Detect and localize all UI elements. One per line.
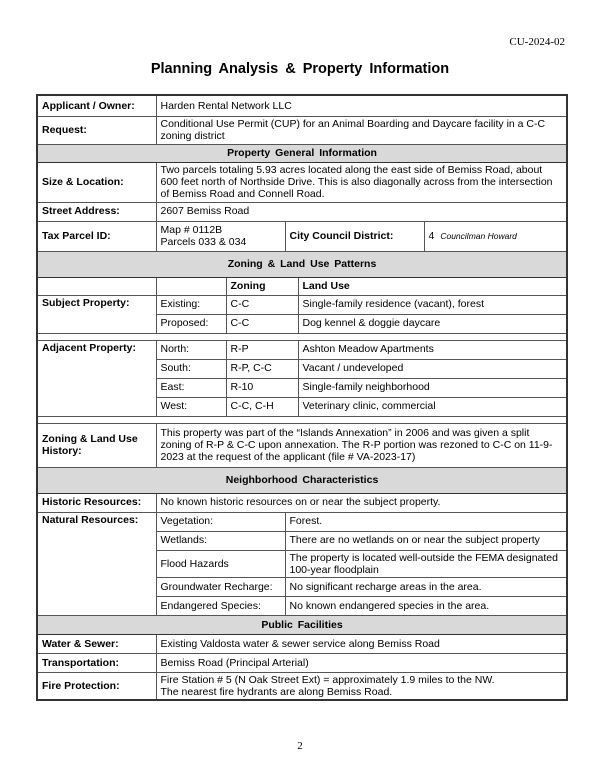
document-id: CU-2024-02 bbox=[509, 36, 565, 48]
size-location-label: Size & Location: bbox=[37, 162, 156, 202]
resource-item: Flood Hazards bbox=[156, 550, 285, 577]
row-zoning: R-P, C-C bbox=[226, 359, 298, 378]
table-row bbox=[37, 295, 567, 314]
section-header-neighborhood: Neighborhood Characteristics bbox=[37, 467, 567, 493]
applicant-label: Applicant / Owner: bbox=[37, 95, 156, 116]
resource-value: No significant recharge areas in the area. bbox=[285, 577, 567, 596]
property-info-table bbox=[36, 94, 568, 701]
row-zoning: C-C bbox=[226, 314, 298, 333]
resource-item: Endangered Species: bbox=[156, 596, 285, 615]
table-row bbox=[37, 512, 567, 531]
council-district-value bbox=[424, 221, 567, 251]
tax-parcel-value bbox=[156, 221, 285, 251]
row-position: West: bbox=[156, 397, 226, 416]
resource-item: Vegetation: bbox=[156, 512, 285, 531]
page-number: 2 bbox=[297, 740, 303, 752]
fire-protection-value bbox=[156, 672, 567, 700]
adjacent-property-label: Adjacent Property: bbox=[37, 340, 156, 416]
fire-protection-line: Fire Station # 5 (N Oak Street Ext) = approximately 1.9 miles to the NW. bbox=[160, 673, 495, 686]
land-use-column-header: Land Use bbox=[298, 277, 567, 295]
section-header-property: Property General Information bbox=[37, 144, 567, 162]
street-address-label: Street Address: bbox=[37, 202, 156, 221]
resource-item: Groundwater Recharge: bbox=[156, 577, 285, 596]
zoning-column-header: Zoning bbox=[226, 277, 298, 295]
row-land-use: Ashton Meadow Apartments bbox=[298, 340, 567, 359]
transportation-value: Bemiss Road (Principal Arterial) bbox=[156, 653, 567, 672]
resource-value: The property is located well-outside the FEMA designated 100-year floodplain bbox=[285, 550, 567, 577]
transportation-label: Transportation: bbox=[37, 653, 156, 672]
row-zoning: R-10 bbox=[226, 378, 298, 397]
row-land-use: Single-family residence (vacant), forest bbox=[298, 295, 567, 314]
subject-property-label: Subject Property: bbox=[37, 295, 156, 333]
row-zoning: R-P bbox=[226, 340, 298, 359]
row-zoning: C-C bbox=[226, 295, 298, 314]
row-position: Existing: bbox=[156, 295, 226, 314]
page-title: Planning Analysis & Property Information bbox=[150, 61, 450, 77]
zoning-history-value: This property was part of the “Islands Annexation” in 2006 and was given a split zoning of R-P & C-C upon annexation. The R-P portion was rezoned to C-C on 11-9-2023 at the request of the applicant (file # VA-2023-17) bbox=[156, 423, 567, 467]
row-land-use: Veterinary clinic, commercial bbox=[298, 397, 567, 416]
fire-protection-label: Fire Protection: bbox=[37, 672, 156, 700]
applicant-value: Harden Rental Network LLC bbox=[156, 95, 567, 116]
zoning-history-label: Zoning & Land Use History: bbox=[37, 423, 156, 467]
table-row bbox=[37, 340, 567, 359]
tax-parcel-label: Tax Parcel ID: bbox=[37, 221, 156, 251]
request-value: Conditional Use Permit (CUP) for an Animal Boarding and Daycare facility in a C-C zoning district bbox=[156, 116, 567, 144]
council-district-number: 4 bbox=[428, 229, 435, 242]
water-sewer-value: Existing Valdosta water & sewer service along Bemiss Road bbox=[156, 634, 567, 653]
historic-resources-label: Historic Resources: bbox=[37, 493, 156, 512]
tax-map: Map # 0112B bbox=[160, 223, 223, 236]
fire-protection-line: The nearest fire hydrants are along Bemiss Road. bbox=[160, 685, 393, 698]
resource-value: No known endangered species in the area. bbox=[285, 596, 567, 615]
row-zoning: C-C, C-H bbox=[226, 397, 298, 416]
row-position: Proposed: bbox=[156, 314, 226, 333]
size-location-value: Two parcels totaling 5.93 acres located along the east side of Bemiss Road, about 600 feet north of Northside Drive. This is also diagonally across from the intersection of Bemiss Road and Connell Road. bbox=[156, 162, 567, 202]
row-position: South: bbox=[156, 359, 226, 378]
council-member: Councilman Howard bbox=[440, 230, 517, 241]
water-sewer-label: Water & Sewer: bbox=[37, 634, 156, 653]
historic-resources-value: No known historic resources on or near the subject property. bbox=[156, 493, 567, 512]
row-land-use: Dog kennel & doggie daycare bbox=[298, 314, 567, 333]
council-district-label: City Council District: bbox=[285, 221, 424, 251]
resource-item: Wetlands: bbox=[156, 531, 285, 550]
row-position: North: bbox=[156, 340, 226, 359]
row-land-use: Vacant / undeveloped bbox=[298, 359, 567, 378]
resource-value: There are no wetlands on or near the subject property bbox=[285, 531, 567, 550]
street-address-value: 2607 Bemiss Road bbox=[156, 202, 567, 221]
section-header-zoning: Zoning & Land Use Patterns bbox=[37, 251, 567, 277]
row-position: East: bbox=[156, 378, 226, 397]
row-land-use: Single-family neighborhood bbox=[298, 378, 567, 397]
request-label: Request: bbox=[37, 116, 156, 144]
section-header-public-facilities: Public Facilities bbox=[37, 615, 567, 634]
natural-resources-label: Natural Resources: bbox=[37, 512, 156, 615]
resource-value: Forest. bbox=[285, 512, 567, 531]
tax-parcels: Parcels 033 & 034 bbox=[160, 236, 247, 248]
